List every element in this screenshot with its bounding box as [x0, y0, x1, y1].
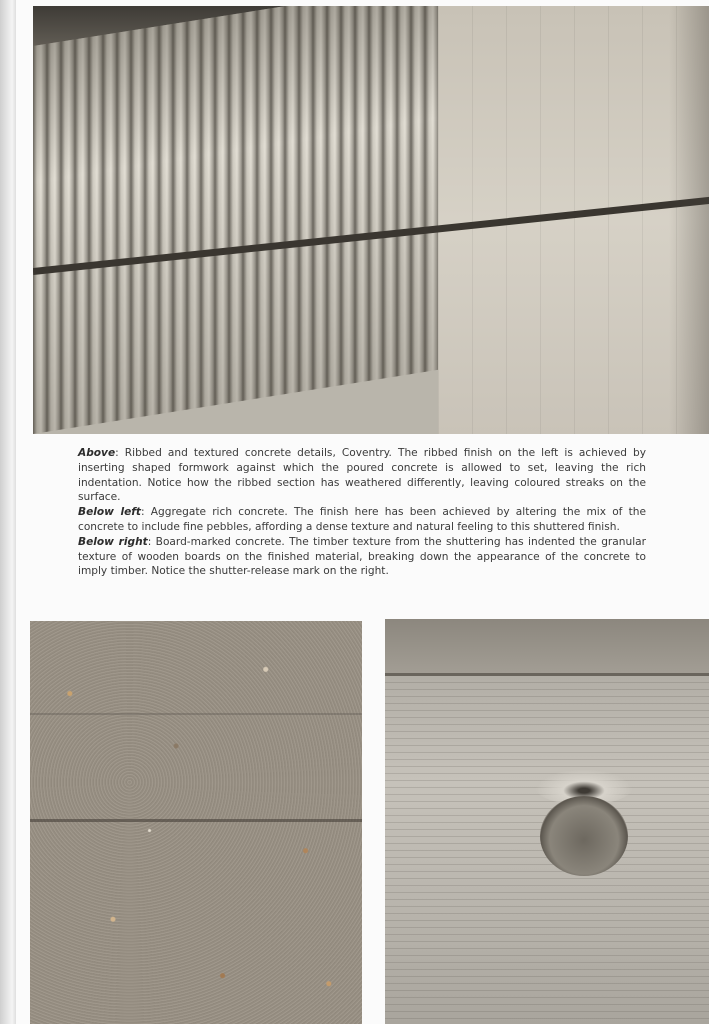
pour-line [30, 713, 362, 715]
caption-below-right [78, 535, 646, 579]
ribbed-section [33, 6, 443, 434]
upper-board [385, 619, 709, 673]
caption-text: : Board-marked concrete. The timber texture from the shuttering has indented the granular texture of wooden boards on the finished material, breaking down the appearance of the concrete to imply timber. Notice the shutter-release mark on the right. [78, 535, 646, 578]
caption-above [78, 446, 646, 505]
photo-board-marked-concrete [385, 619, 709, 1024]
caption-lead: Below right [78, 535, 148, 548]
shutter-release-mark [540, 796, 628, 876]
caption-lead: Above [78, 447, 116, 459]
photo-ribbed-concrete [33, 6, 709, 434]
caption-below-left [78, 505, 646, 535]
board-joint [385, 673, 709, 676]
caption-text: : Aggregate rich concrete. The finish here has been achieved by altering the mix of the concrete to include fine pebbles, affording a dense texture and natural feeling to this shuttered finish. [78, 506, 646, 533]
edge-shading [669, 6, 709, 434]
caption-text: : Ribbed and textured concrete details, Coventry. The ribbed finish on the left is achieved by inserting shaped formwork against which the poured concrete is allowed to set, leaving the rich indentation. Notice how the ribbed section has weathered differently, leaving coloured streaks on the surface. [78, 447, 646, 504]
caption-lead: Below left [78, 506, 141, 519]
shutter-joint [30, 819, 362, 822]
photo-aggregate-concrete [30, 621, 362, 1024]
caption-block [78, 446, 646, 579]
